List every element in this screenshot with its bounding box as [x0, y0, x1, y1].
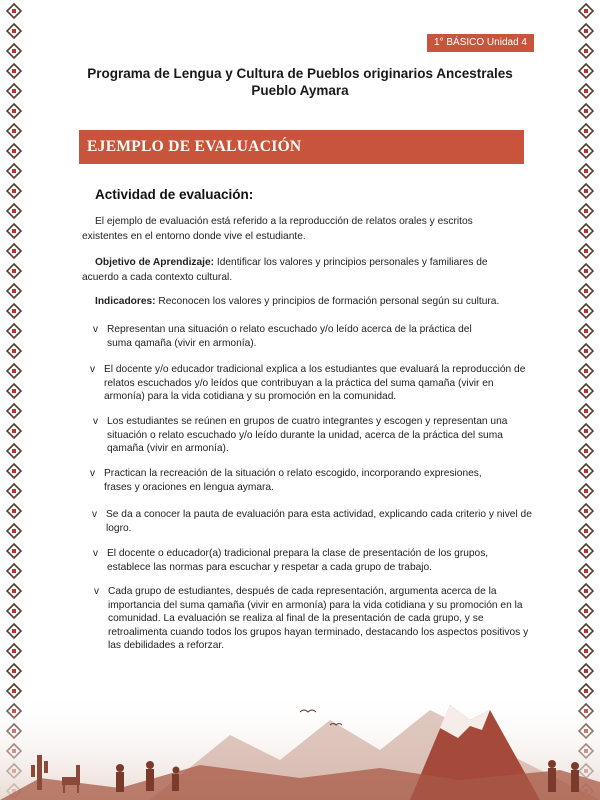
- section-title: EJEMPLO DE EVALUACIÓN: [87, 138, 302, 155]
- border-motif: [7, 44, 21, 58]
- border-motif: [7, 424, 21, 438]
- list-item-text: Cada grupo de estudiantes, después de cada representación, argumenta acerca de la importancia del suma qamaña (vivir en armonía) para la vida cotidiana y su promoción en la comunidad. La evaluación se realiza al final de la presentación de cada grupo, y se retroalimenta cuando todos los grupos hayan terminado, destacando los aspectos positivos y las debilidades a reforzar.: [108, 586, 529, 651]
- program-title: Programa de Lengua y Cultura de Pueblos originarios Ancestrales: [87, 66, 513, 81]
- list-item: [93, 547, 507, 574]
- border-motif: [579, 304, 593, 318]
- border-motif: [7, 204, 21, 218]
- border-motif: [7, 504, 21, 518]
- border-motif: [579, 444, 593, 458]
- indicators-text: Reconocen los valores y principios de formación personal según su cultura.: [155, 296, 500, 307]
- border-motif: [7, 344, 21, 358]
- intro-paragraph: El ejemplo de evaluación está referido a la reproducción de relatos orales y escritos existentes en el entorno donde vive el estudiante.: [82, 216, 473, 242]
- border-motif: [579, 604, 593, 618]
- border-motif: [7, 104, 21, 118]
- border-motif: [7, 24, 21, 38]
- border-motif: [7, 404, 21, 418]
- border-motif: [7, 624, 21, 638]
- indicators-label: Indicadores:: [95, 296, 156, 307]
- list-item-text: Practican la recreación de la situación o relato escogido, incorporando expresiones, frases y oraciones en lengua aymara.: [104, 468, 482, 493]
- border-motif: [7, 444, 21, 458]
- list-item-text: Se da a conocer la pauta de evaluación para esta actividad, explicando cada criterio y nivel de logro.: [106, 509, 532, 534]
- border-motif: [7, 464, 21, 478]
- border-motif: [579, 64, 593, 78]
- border-motif: [579, 364, 593, 378]
- border-motif: [7, 64, 21, 78]
- border-motif: [579, 464, 593, 478]
- border-motif: [579, 144, 593, 158]
- list-item-text: El docente o educador(a) tradicional prepara la clase de presentación de los grupos, establece las normas para escuchar y respetar a cada grupo de trabajo.: [107, 548, 489, 573]
- border-motif: [7, 164, 21, 178]
- check-icon: v: [93, 324, 98, 335]
- border-motif: [579, 164, 593, 178]
- indicators-paragraph: [95, 295, 515, 310]
- people-title: Pueblo Aymara: [251, 83, 349, 98]
- border-motif: [579, 24, 593, 38]
- list-item: [94, 585, 532, 653]
- check-icon: v: [92, 509, 97, 520]
- list-item: [90, 467, 504, 494]
- border-motif: [579, 244, 593, 258]
- check-icon: v: [94, 586, 99, 597]
- border-motif: [7, 324, 21, 338]
- border-motif: [7, 284, 21, 298]
- border-motif: [7, 564, 21, 578]
- border-motif: [7, 4, 21, 18]
- grade-unit-tag: 1° BÁSICO Unidad 4: [427, 34, 534, 52]
- list-item: [90, 363, 530, 404]
- objective-text: Identificar los valores y principios personales y familiares de acuerdo a cada contexto cultural.: [82, 257, 488, 283]
- border-motif: [579, 184, 593, 198]
- border-motif: [7, 364, 21, 378]
- list-item: [93, 323, 497, 350]
- border-motif: [7, 184, 21, 198]
- objective-paragraph: [82, 256, 507, 285]
- border-motif: [7, 224, 21, 238]
- border-motif: [579, 4, 593, 18]
- border-motif: [7, 484, 21, 498]
- border-motif: [579, 424, 593, 438]
- border-motif: [579, 564, 593, 578]
- landscape-illustration: [0, 650, 600, 800]
- border-motif: [7, 604, 21, 618]
- border-motif: [579, 384, 593, 398]
- list-item-text: Los estudiantes se reúnen en grupos de cuatro integrantes y escogen y representan una situación o relato escuchado y/o leído durante la unidad, acerca de la práctica del suma qamaña (vivir en armonía).: [107, 416, 508, 454]
- border-motif: [579, 84, 593, 98]
- border-motif: [7, 264, 21, 278]
- border-motif: [579, 204, 593, 218]
- section-banner: [79, 130, 524, 164]
- border-motif: [7, 384, 21, 398]
- border-motif: [579, 284, 593, 298]
- border-motif: [7, 544, 21, 558]
- objective-label: Objetivo de Aprendizaje:: [95, 257, 215, 268]
- border-motif: [7, 144, 21, 158]
- border-motif: [579, 324, 593, 338]
- border-motif: [7, 584, 21, 598]
- border-motif: [579, 624, 593, 638]
- list-item: [92, 508, 536, 535]
- check-icon: v: [90, 468, 95, 479]
- activity-heading: Actividad de evaluación:: [95, 187, 254, 202]
- border-motif: [7, 244, 21, 258]
- border-motif: [579, 104, 593, 118]
- border-motif: [579, 504, 593, 518]
- check-icon: v: [93, 548, 98, 559]
- list-item-text: El docente y/o educador tradicional explica a los estudiantes que evaluará la reproducción de relatos escuchados y/o leídos que contribuyan a la práctica del suma qamaña (vivir en armonía) para la vida cotidiana y su promoción en la comunidad.: [104, 364, 526, 402]
- border-motif: [7, 124, 21, 138]
- border-motif: [579, 524, 593, 538]
- border-motif: [579, 484, 593, 498]
- border-motif: [7, 524, 21, 538]
- list-item-text: Representan una situación o relato escuchado y/o leído acerca de la práctica del suma qamaña (vivir en armonía).: [107, 324, 472, 349]
- list-item: [93, 415, 530, 456]
- border-motif: [579, 344, 593, 358]
- border-motif: [579, 124, 593, 138]
- border-motif: [579, 544, 593, 558]
- border-motif: [579, 404, 593, 418]
- border-motif: [579, 584, 593, 598]
- border-motif: [7, 84, 21, 98]
- check-icon: v: [90, 364, 95, 375]
- border-motif: [579, 44, 593, 58]
- check-icon: v: [93, 416, 98, 427]
- border-motif: [579, 264, 593, 278]
- border-motif: [7, 304, 21, 318]
- border-motif: [579, 224, 593, 238]
